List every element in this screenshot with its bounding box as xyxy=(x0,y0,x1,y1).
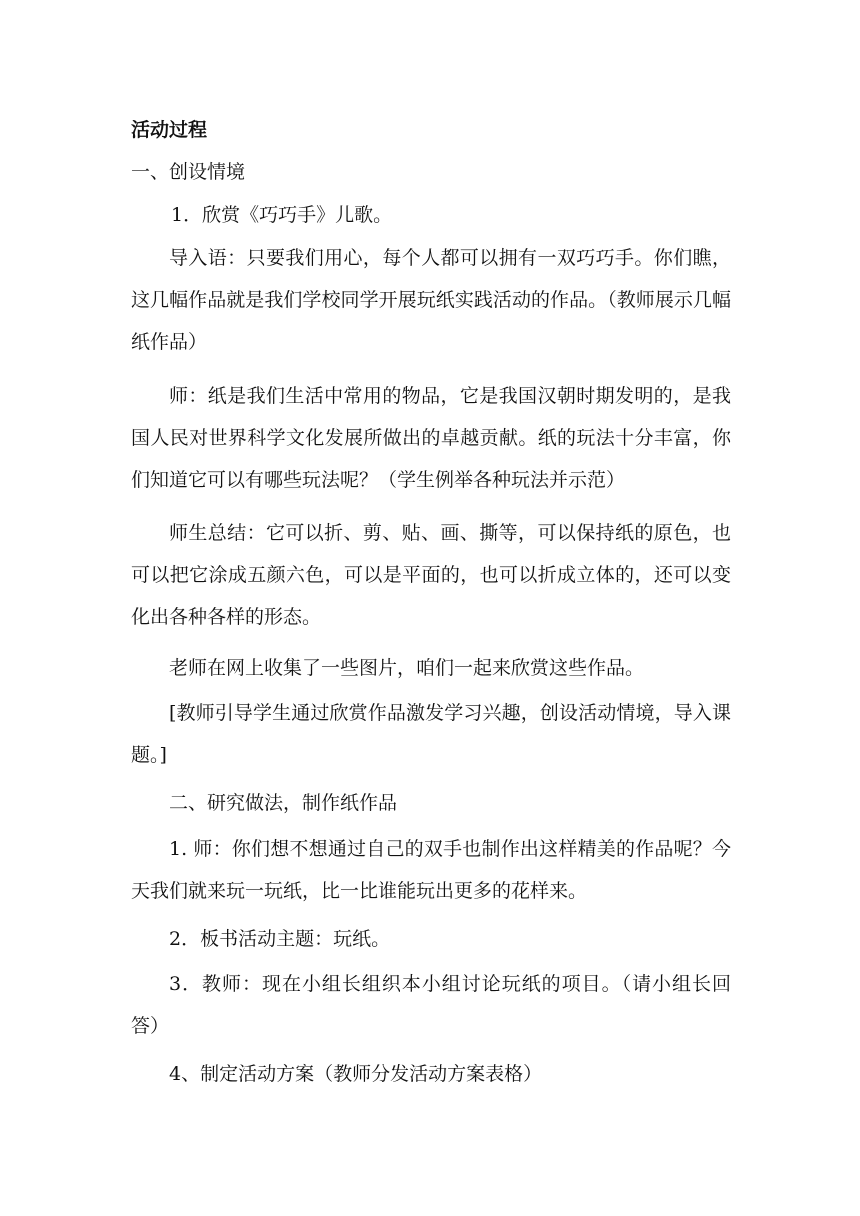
paragraph: 老师在网上收集了一些图片，咱们一起来欣赏这些作品。 xyxy=(169,657,645,679)
section-heading: 一、创设情境 xyxy=(131,161,246,183)
section-title: 活动过程 xyxy=(131,119,208,141)
paragraph: 2．板书活动主题：玩纸。 xyxy=(169,928,391,950)
list-item: 1．欣赏《巧巧手》儿歌。 xyxy=(171,204,393,226)
paragraph: 师生总结：它可以折、剪、贴、画、撕等，可以保持纸的原色，也可以把它涂成五颜六色，可以是平面的，也可以折成立体的，还可以变化出各种各样的形态。 xyxy=(131,522,731,628)
paragraph: 导入语：只要我们用心，每个人都可以拥有一双巧巧手。你们瞧，这几幅作品就是我们学校同学开展玩纸实践活动的作品。（教师展示几幅纸作品） xyxy=(131,247,731,353)
paragraph: [教师引导学生通过欣赏作品激发学习兴趣，创设活动情境，导入课题。] xyxy=(131,702,731,766)
paragraph: 4、制定活动方案（教师分发活动方案表格） xyxy=(169,1063,543,1085)
paragraph: 师：纸是我们生活中常用的物品，它是我国汉朝时期发明的，是我国人民对世界科学文化发展所做出的卓越贡献。纸的玩法十分丰富，你们知道它可以有哪些玩法呢？（学生例举各种玩法并示范） xyxy=(131,385,731,491)
paragraph: 1. 师：你们想不想通过自己的双手也制作出这样精美的作品呢？今天我们就来玩一玩纸，比一比谁能玩出更多的花样来。 xyxy=(131,838,731,902)
paragraph: 3．教师：现在小组长组织本小组讨论玩纸的项目。（请小组长回答） xyxy=(131,973,731,1037)
section-heading: 二、研究做法，制作纸作品 xyxy=(169,792,398,814)
